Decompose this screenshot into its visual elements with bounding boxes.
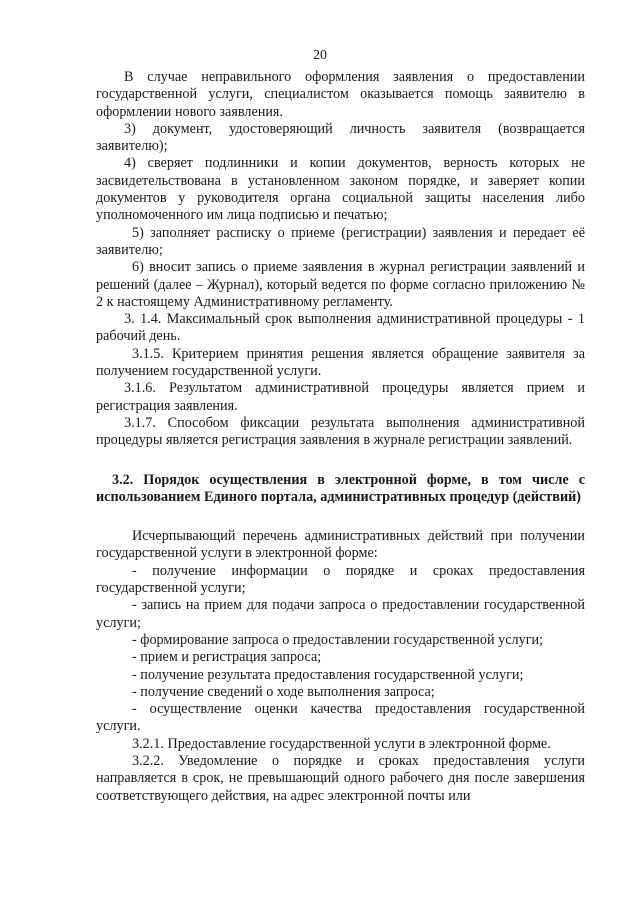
paragraph: 3.1.7. Способом фиксации результата выполнения административной процедуры является регистрация заявления в журнале регистрации заявлений.: [96, 414, 585, 449]
paragraph: 3. 1.4. Максимальный срок выполнения административной процедуры - 1 рабочий день.: [96, 311, 585, 345]
paragraph: 3.2.2. Уведомление о порядке и сроках предоставления услуги направляется в срок, не превышающий одного рабочего дня после завершения соответствующего действия, на адрес электронной почты или: [96, 752, 585, 804]
list-item: - получение информации о порядке и сроках предоставления государственной услуги;: [96, 562, 585, 597]
paragraph: 3.2.1. Предоставление государственной услуги в электронной форме.: [132, 735, 551, 752]
list-item: - получение сведений о ходе выполнения запроса;: [132, 683, 435, 700]
paragraph: 3) документ, удостоверяющий личность заявителя (возвращается заявителю);: [96, 120, 585, 155]
paragraph: 6) вносит запись о приеме заявления в журнал регистрации заявлений и решений (далее – Журнал), который ведется по форме согласно приложению № 2 к настоящему Административному регламенту.: [96, 259, 585, 310]
paragraph: 3.1.6. Результатом административной процедуры является прием и регистрация заявления.: [96, 380, 585, 414]
section-heading: 3.2. Порядок осуществления в электронной форме, в том числе с использованием Единого портала, административных процедур (действий): [96, 471, 585, 505]
paragraph: 3.1.5. Критерием принятия решения является обращение заявителя за получением государственной услуги.: [96, 345, 585, 380]
page-number: 20: [313, 48, 327, 63]
paragraph: 5) заполняет расписку о приеме (регистрации) заявления и передает её заявителю;: [96, 224, 585, 258]
paragraph: Исчерпывающий перечень административных действий при получении государственной услуги в электронной форме:: [96, 528, 585, 562]
list-item: - прием и регистрация запроса;: [132, 649, 322, 666]
list-item: - формирование запроса о предоставлении государственной услуги;: [132, 631, 544, 648]
list-item: - получение результата предоставления государственной услуги;: [132, 666, 524, 683]
list-item: - осуществление оценки качества предоставления государственной услуги.: [96, 701, 585, 735]
document-body: [96, 69, 585, 805]
paragraph: 4) сверяет подлинники и копии документов, верность которых не засвидетельствована в установленном законом порядке, и заверяет копии документов у руководителя органа социальной защиты населения либо уполномоченного им лица подписью и печатью;: [96, 155, 585, 224]
list-item: - запись на прием для подачи запроса о предоставлении государственной услуги;: [96, 597, 585, 631]
paragraph: В случае неправильного оформления заявления о предоставлении государственной услуги, специалистом оказывается помощь заявителю в оформлении нового заявления.: [96, 69, 585, 120]
